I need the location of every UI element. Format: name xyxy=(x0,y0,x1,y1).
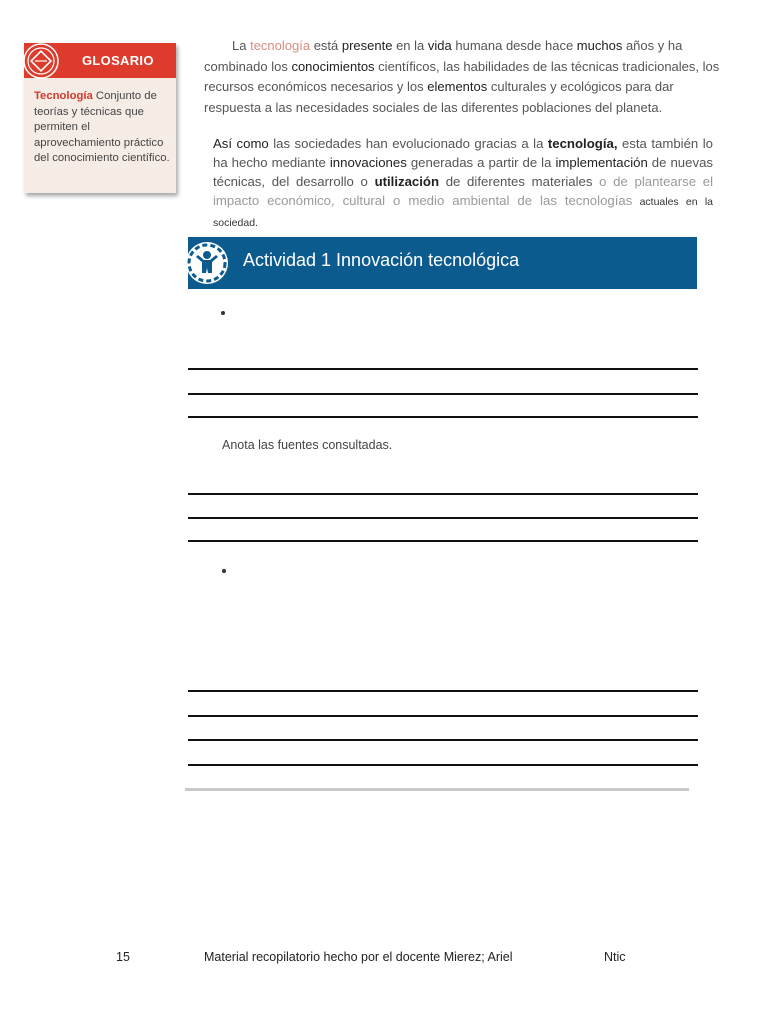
glossary-definition xyxy=(34,89,172,167)
p1-keyword: elementos xyxy=(427,79,488,94)
p1-keyword-tecnologia: tecnología xyxy=(250,38,311,53)
section-divider xyxy=(185,788,689,791)
glossary-header xyxy=(24,43,176,78)
p2-text: de diferentes materiales xyxy=(439,174,600,189)
glossary-box xyxy=(24,43,176,193)
glossary-term: Tecnología xyxy=(34,90,93,102)
glossary-diamond-icon xyxy=(22,42,60,80)
p2-keyword: implementación xyxy=(555,155,648,170)
answer-line[interactable] xyxy=(188,368,698,370)
p1-keyword: presente xyxy=(341,38,393,53)
person-circle-icon xyxy=(182,237,232,289)
glossary-definition-text: Conjunto de teorías y técnicas que permiten el aprovechamiento práctico del conocimiento científico. xyxy=(34,90,170,164)
page-number: 15 xyxy=(116,950,130,964)
p2-text: las sociedades han evolucionado gracias a la xyxy=(268,136,548,151)
p2-text: de nuevas técnicas, del desarrollo o xyxy=(213,155,713,189)
p1-keyword: muchos xyxy=(576,38,623,53)
p1-keyword: conocimientos xyxy=(291,58,375,74)
p2-small-text: actuales en la sociedad. xyxy=(213,196,713,229)
p1-text: científicos, las habilidades de las técnicas tradicionales, los recursos económicos necesarios y los xyxy=(204,58,720,94)
p2-text: esta también lo ha hecho mediante xyxy=(213,136,713,170)
bullet-point xyxy=(221,311,225,315)
p1-keyword: vida xyxy=(427,38,452,53)
p1-text: años y ha combinado los xyxy=(204,38,683,74)
p2-faded-text: o de plantearse el impacto económico, cultural o medio ambiental de las tecnologías xyxy=(213,174,713,208)
answer-line[interactable] xyxy=(188,690,698,692)
intro-paragraph xyxy=(204,36,732,118)
p2-keyword: tecnología, xyxy=(547,136,618,151)
answer-line[interactable] xyxy=(188,416,698,418)
answer-line[interactable] xyxy=(188,764,698,766)
answer-line[interactable] xyxy=(188,493,698,495)
activity-title: Actividad 1 Innovación tecnológica xyxy=(243,250,520,270)
p2-keyword: utilización xyxy=(374,174,440,189)
p1-text: en la xyxy=(392,38,428,53)
activity-banner xyxy=(188,237,697,289)
answer-line[interactable] xyxy=(188,739,698,741)
innovation-paragraph xyxy=(213,134,713,233)
p1-text: La xyxy=(232,38,251,53)
p2-text: generadas a partir de la xyxy=(406,155,556,170)
footer-credit: Material recopilatorio hecho por el docente Mierez; Ariel xyxy=(204,950,513,964)
answer-line[interactable] xyxy=(188,715,698,717)
answer-line[interactable] xyxy=(188,517,698,519)
p2-keyword: innovaciones xyxy=(329,155,407,170)
p1-text: culturales y ecológicos para dar respuesta a las necesidades sociales de las diferentes poblaciones del planeta. xyxy=(204,79,674,115)
answer-line[interactable] xyxy=(188,393,698,395)
footer-subject: Ntic xyxy=(604,950,626,964)
p1-text: está xyxy=(310,38,342,53)
p1-text: humana desde hace xyxy=(451,38,577,53)
p2-keyword: Así como xyxy=(213,136,269,151)
answer-line[interactable] xyxy=(188,540,698,542)
bullet-point xyxy=(222,569,226,573)
glossary-title: GLOSARIO xyxy=(82,53,154,68)
sources-instruction: Anota las fuentes consultadas. xyxy=(222,438,393,452)
